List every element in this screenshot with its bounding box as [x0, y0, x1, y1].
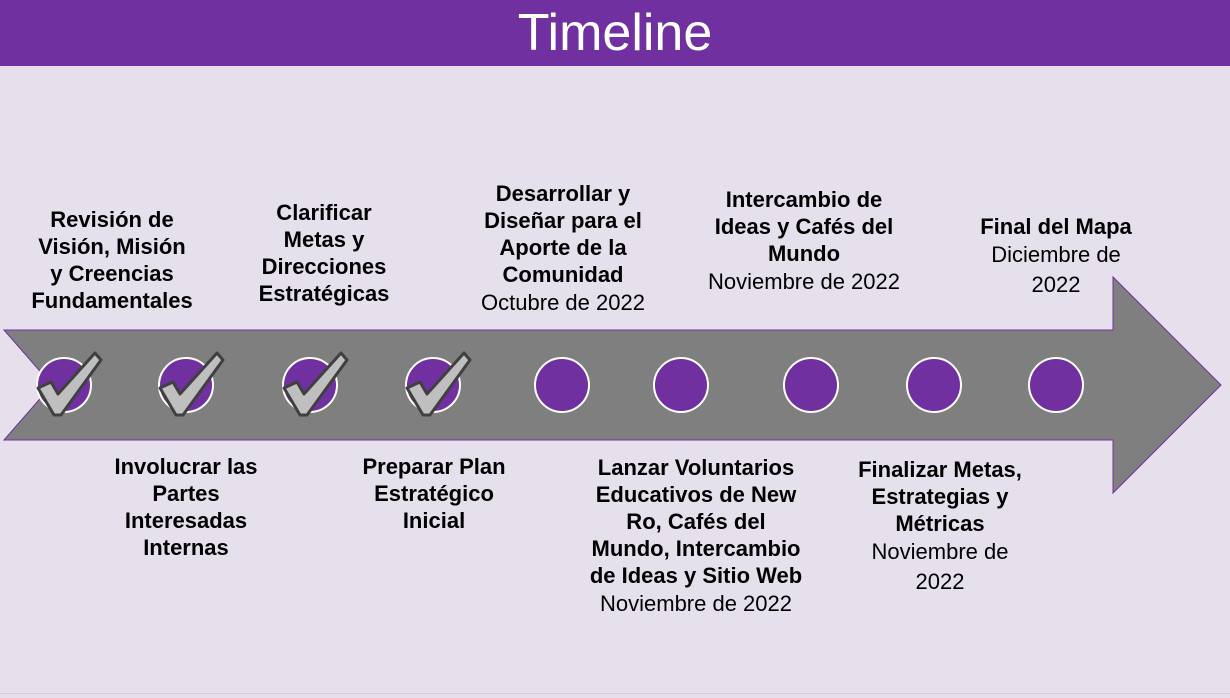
label-4 [481, 180, 645, 318]
milestone-date: Noviembre de 2022 [599, 591, 793, 616]
page-title: Timeline [517, 4, 713, 62]
label-2 [259, 199, 390, 307]
milestone-date: Octubre de 2022 [481, 290, 645, 315]
milestone-date: Noviembre de 2022 [871, 539, 1009, 594]
milestone-marker [784, 358, 838, 412]
milestone-title: Preparar Plan Estratégico Inicial [362, 454, 506, 533]
label-0 [31, 206, 192, 314]
milestone-title: Lanzar Voluntarios Educativos de New Ro, Cafés del Mundo, Intercambio de Ideas y Sitio Web [589, 455, 803, 588]
label-3 [362, 453, 505, 534]
label-5 [590, 454, 802, 619]
milestone-date: Noviembre de 2022 [707, 269, 901, 294]
label-7 [858, 456, 1022, 597]
label-1 [114, 453, 257, 561]
milestone-title: Finalizar Metas, Estrategias y Métricas [858, 457, 1022, 536]
milestone-title: Desarrollar y Diseñar para el Aporte de la Comunidad [484, 181, 642, 287]
milestone-marker [1029, 358, 1083, 412]
milestone-marker [907, 358, 961, 412]
milestone-title: Intercambio de Ideas y Cafés del Mundo [714, 187, 894, 266]
milestone-title: Involucrar las Partes Interesadas Internas [114, 454, 258, 560]
milestone-title: Final del Mapa [980, 214, 1132, 239]
label-8 [980, 213, 1132, 300]
milestone-marker [535, 358, 589, 412]
milestone-title: Clarificar Metas y Direcciones Estratégicas [258, 200, 390, 306]
milestone-date: Diciembre de 2022 [991, 242, 1121, 297]
milestone-title: Revisión de Visión, Misión y Creencias Fundamentales [31, 207, 193, 313]
bottom-divider [0, 693, 1230, 694]
label-6 [708, 186, 900, 297]
milestone-marker [654, 358, 708, 412]
